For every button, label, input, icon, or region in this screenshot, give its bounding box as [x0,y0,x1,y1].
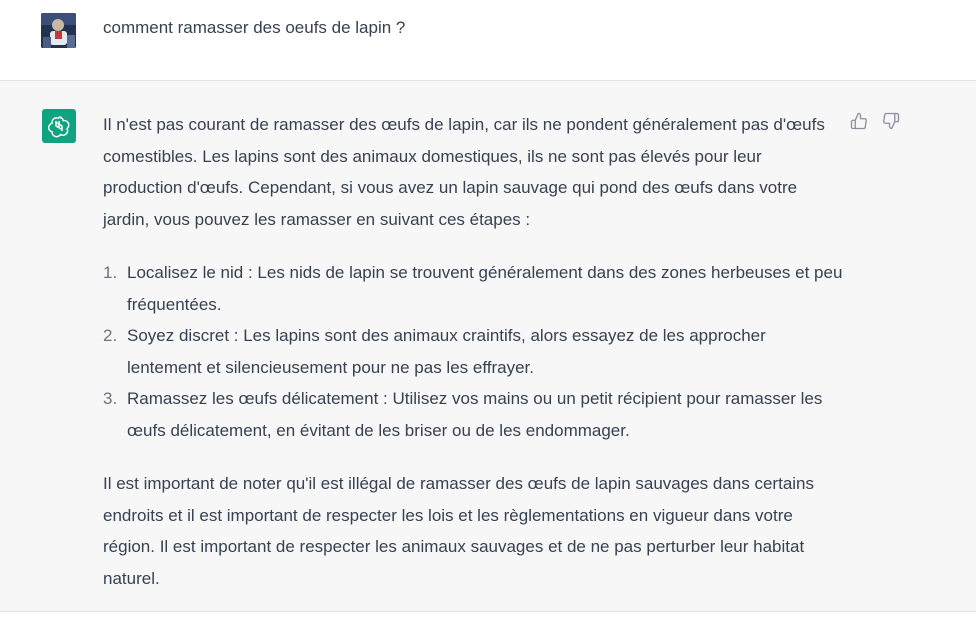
list-item-text: Localisez le nid : Les nids de lapin se trouvent généralement dans des zones herbeuses et peu fréquentées. [127,263,843,314]
list-item-number: 1. [103,263,118,282]
list-item-number: 3. [103,389,118,408]
answer-outro: Il est important de noter qu'il est illégal de ramasser des œufs de lapin sauvages dans certains endroits et il est important de respecter les lois et les règlementations en vigueur dans votre région. Il est important de respecter les animaux sauvages et de ne pas perturber leur habitat naturel. [103,474,815,588]
thumbs-up-icon [850,112,868,130]
list-item-number: 2. [103,326,118,345]
user-avatar-photo [41,13,76,48]
list-item [103,320,843,383]
list-item-text: Ramassez les œufs délicatement : Utilisez vos mains ou un petit récipient pour ramasser les œufs délicatement, en évitant de les briser ou de les endommager. [127,389,823,440]
steps-list [103,257,843,446]
assistant-message-row [0,81,976,612]
bot-avatar [42,109,76,143]
thumbs-down-icon [882,112,900,130]
user-avatar [41,13,76,48]
thumbs-down-button[interactable] [881,111,901,131]
list-item [103,383,843,446]
answer-intro: Il n'est pas courant de ramasser des œufs de lapin, car ils ne pondent généralement pas d'œufs comestibles. Les lapins sont des animaux domestiques, ils ne sont pas élevés pour leur production d'œufs. Cependant, si vous avez un lapin sauvage qui pond des œufs dans votre jardin, vous pouvez les ramasser en suivant ces étapes : [103,115,825,229]
user-message-text: comment ramasser des oeufs de lapin ? [103,18,406,37]
list-item [103,257,843,320]
user-message-row [0,0,976,81]
openai-logo-icon [47,114,71,138]
thumbs-up-button[interactable] [849,111,869,131]
list-item-text: Soyez discret : Les lapins sont des animaux craintifs, alors essayez de les approcher lentement et silencieusement pour ne pas les effrayer. [127,326,766,377]
assistant-answer [103,109,843,594]
